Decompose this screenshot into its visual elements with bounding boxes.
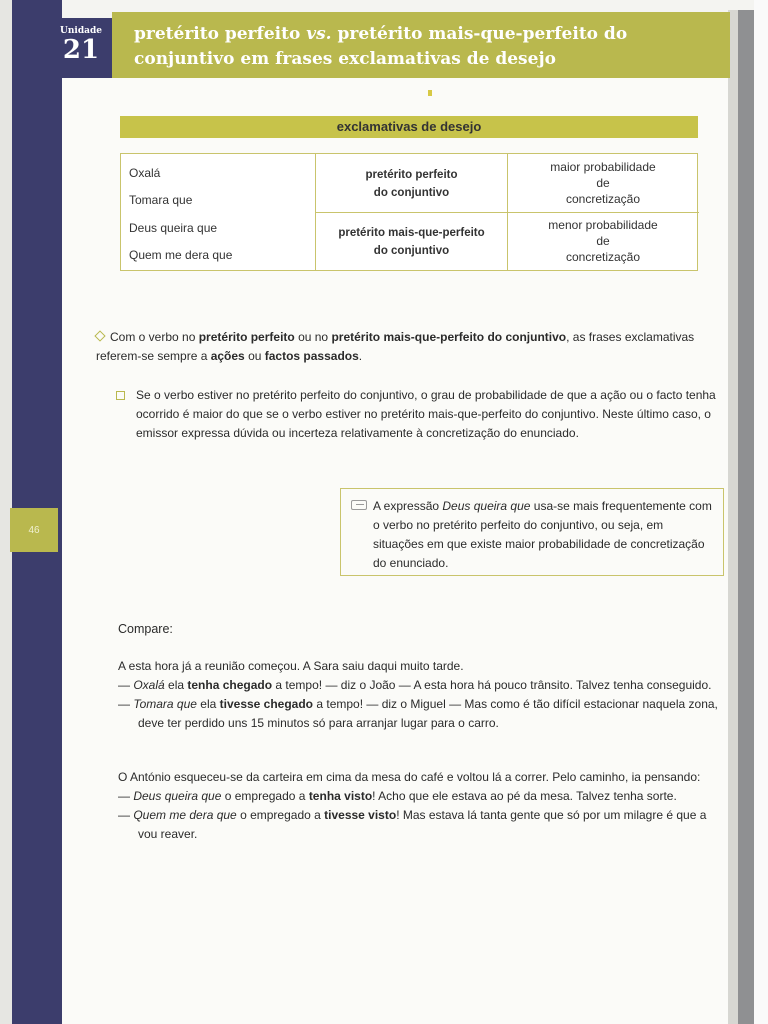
dialog-text: o empregado a <box>221 789 309 803</box>
rule-bold: pretérito mais-que-perfeito do conjuntivo <box>331 330 567 344</box>
table-tense <box>316 224 507 260</box>
example-intro: O António esqueceu-se da carteira em cima da mesa do café e voltou lá a correr. Pelo caminho, ia pensando: <box>118 770 701 784</box>
pointing-hand-icon <box>351 500 367 510</box>
tense-line: do conjuntivo <box>373 187 450 199</box>
tense-line: pretérito mais-que-perfeito <box>338 227 485 239</box>
main-rule <box>96 328 728 366</box>
table-probability <box>508 217 698 265</box>
example-block-1 <box>118 657 728 733</box>
prob-line: maior probabilidade <box>550 160 656 174</box>
table-title: exclamativas de desejo <box>120 116 698 138</box>
dialog-text: ! Acho que ele estava ao pé da mesa. Talvez tenha sorte. <box>372 789 677 803</box>
prob-line: menor probabilidade <box>548 218 658 232</box>
compare-label: Compare: <box>118 622 173 636</box>
prob-line: de <box>596 234 610 248</box>
table-probability <box>508 159 698 207</box>
note-text: usa-se mais frequentemente com o verbo no pretérito perfeito do conjuntivo, ou seja, em situações em que existe maior probabilidade de concretização do enunciado. <box>373 499 712 570</box>
example-dialog <box>118 676 728 695</box>
dash: — <box>118 697 134 711</box>
dialog-bold: tivesse visto <box>324 808 397 822</box>
unit-number: 21 <box>62 35 100 65</box>
page-shadow <box>728 10 738 1024</box>
diamond-bullet-icon <box>94 330 105 341</box>
page-edge <box>738 10 754 1024</box>
dash: — <box>118 789 134 803</box>
dialog-text: ! Mas estava lá tanta gente que só por um milagre é que a vou reaver. <box>138 808 707 841</box>
rule-text: . <box>358 349 363 363</box>
unit-badge <box>50 18 112 78</box>
tense-line: pretérito perfeito <box>365 169 458 181</box>
rule-text: ou <box>244 349 265 363</box>
rule-text: ou no <box>294 330 332 344</box>
table-expression: Oxalá <box>129 166 161 180</box>
prob-line: concretização <box>565 192 641 206</box>
title-vs: vs. <box>306 24 332 44</box>
example-dialog <box>118 787 728 806</box>
note-box <box>340 488 724 576</box>
square-bullet-icon <box>116 391 125 400</box>
exclamatives-table <box>120 153 698 271</box>
dialog-italic: Oxalá <box>133 678 165 692</box>
prob-line: de <box>596 176 610 190</box>
example-block-2 <box>118 768 728 844</box>
note-italic: Deus queira que <box>442 499 531 513</box>
note-text: A expressão <box>373 499 443 513</box>
header-band <box>112 12 730 78</box>
dialog-italic: Deus queira que <box>133 789 222 803</box>
dialog-text: a tempo! — diz o Miguel — Mas como é tão difícil estacionar naquela zona, deve ter perdido uns 15 minutos só para arranjar lugar para o carro. <box>138 697 718 730</box>
dialog-italic: Quem me dera que <box>133 808 237 822</box>
page-number: 46 <box>10 508 58 552</box>
dash: — <box>118 808 134 822</box>
rule-bold: ações <box>210 349 245 363</box>
dialog-text: ela <box>164 678 188 692</box>
table-expression: Quem me dera que <box>129 248 233 262</box>
scan-margin <box>754 0 768 1024</box>
dialog-bold: tivesse chegado <box>219 697 314 711</box>
dialog-bold: tenha visto <box>308 789 373 803</box>
page-title <box>134 22 724 72</box>
rule-text: Com o verbo no <box>110 330 199 344</box>
rule-bold: pretérito perfeito <box>198 330 295 344</box>
dash: — <box>118 678 134 692</box>
example-intro: A esta hora já a reunião começou. A Sara saiu daqui muito tarde. <box>118 659 464 673</box>
title-part-4: em frases exclamativas de desejo <box>240 49 556 69</box>
title-part-2: pretérito mais-que-perfeito do <box>337 24 628 44</box>
table-tense <box>316 166 507 202</box>
title-part-1: pretérito perfeito <box>134 24 301 44</box>
title-part-3: conjuntivo <box>134 49 235 69</box>
prob-line: concretização <box>565 250 641 264</box>
dialog-bold: tenha chegado <box>187 678 273 692</box>
table-row-divider <box>315 212 699 213</box>
rule-bold: factos passados <box>264 349 359 363</box>
unit-label: Unidade <box>60 26 102 36</box>
example-dialog <box>118 806 728 844</box>
tense-line: do conjuntivo <box>373 245 450 257</box>
sub-rule <box>116 386 726 443</box>
dialog-text: a tempo! — diz o João — A esta hora há pouco trânsito. Talvez tenha conseguido. <box>272 678 712 692</box>
example-dialog <box>118 695 728 733</box>
sub-rule-text: Se o verbo estiver no pretérito perfeito do conjuntivo, o grau de probabilidade de que a ação ou o facto tenha ocorrido é maior do que se o verbo estiver no pretérito mais-que-perfeito do conjuntivo. Neste último caso, o emissor expressa dúvida ou incerteza relativamente à concretização do enunciado. <box>136 388 716 440</box>
table-expression: Tomara que <box>129 193 193 207</box>
table-expression: Deus queira que <box>129 221 218 235</box>
dialog-text: o empregado a <box>236 808 325 822</box>
dialog-italic: Tomara que <box>133 697 197 711</box>
marker-dot <box>428 90 432 96</box>
dialog-text: ela <box>196 697 220 711</box>
rule-text: , as frases exclamativas referem-se sempre a <box>96 330 695 363</box>
